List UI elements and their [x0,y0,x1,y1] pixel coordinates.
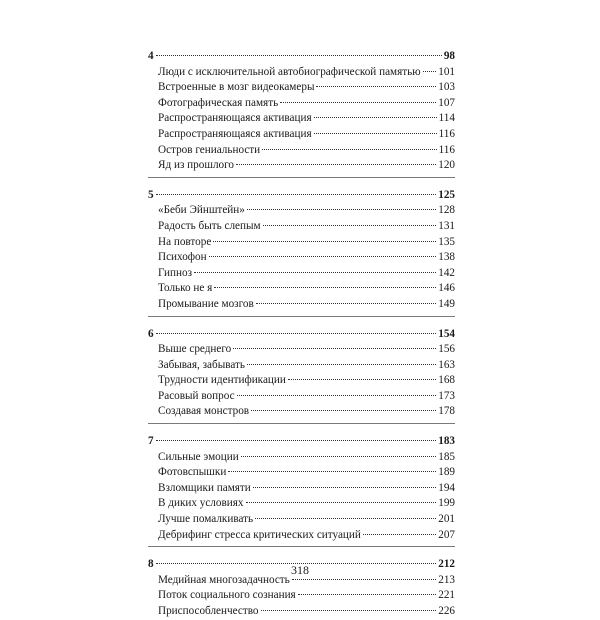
toc-entry [148,203,455,219]
dot-leader [236,164,436,165]
chapter-section [148,188,455,317]
toc-entry [148,219,455,235]
toc-entry-page: 163 [438,358,455,371]
chapter-heading [148,49,455,65]
chapter-number: 8 [148,558,154,571]
chapter-number: 7 [148,435,154,448]
toc-entry-title: Медийная многозадачность [158,573,290,586]
toc-entry-page: 201 [438,513,455,526]
toc-entry-title: Фотовспышки [158,466,227,479]
toc-entry [148,266,455,282]
toc-entry-title: Приспособленчество [158,605,259,617]
toc-entry-title: В диких условиях [158,497,244,510]
dot-leader [228,471,436,472]
toc-entry-title: Фотографическая память [158,96,279,109]
toc-entry-title: Люди с исключительной автобиографической памятью [158,65,421,78]
dot-leader [255,518,436,519]
toc-entry-title: Сильные эмоции [158,450,239,463]
dot-leader [314,133,437,134]
toc-entry-page: 131 [438,219,455,232]
toc-entry-title: Взломщики памяти [158,481,251,494]
dot-leader [261,610,437,611]
toc-entry [148,373,455,389]
chapter-number: 5 [148,188,154,201]
toc-entry-page: 135 [438,235,455,248]
chapter-heading [148,434,455,450]
toc-entry [148,235,455,251]
dot-leader [280,102,436,103]
toc-entry-title: Психофон [158,251,207,264]
dot-leader [314,117,437,118]
toc-entry-title: Радость быть слепым [158,219,261,232]
dot-leader [237,395,437,396]
table-of-contents [148,49,455,620]
chapter-page: 212 [438,558,455,571]
chapter-separator [148,316,455,317]
dot-leader [247,209,436,210]
toc-entry-page: 189 [438,466,455,479]
toc-entry-page: 107 [438,96,455,109]
chapter-page: 154 [438,327,455,340]
toc-entry [148,588,455,604]
chapter-page: 125 [438,188,455,201]
chapter-separator [148,546,455,547]
chapter-heading [148,327,455,343]
toc-entry-title: Гипноз [158,266,193,279]
toc-entry-title: Только не я [158,282,213,295]
chapter-section [148,327,455,425]
toc-entry [148,512,455,528]
toc-entry [148,65,455,81]
dot-leader [194,272,436,273]
chapter-page: 183 [438,435,455,448]
toc-entry-page: 128 [438,204,455,217]
toc-entry [148,80,455,96]
dot-leader [298,594,437,595]
toc-entry-page: 156 [438,343,455,356]
toc-entry-page: 226 [438,605,455,617]
dot-leader [213,241,436,242]
toc-entry-page: 116 [438,127,455,140]
toc-entry [148,96,455,112]
toc-entry-title: Дебрифинг стресса критических ситуаций [158,528,361,541]
toc-entry-title: Расовый вопрос [158,389,235,402]
chapter-separator [148,423,455,424]
chapter-separator [148,177,455,178]
dot-leader [156,440,437,441]
dot-leader [253,487,436,488]
chapter-number: 6 [148,327,154,340]
dot-leader [214,287,436,288]
toc-entry [148,158,455,174]
dot-leader [247,364,436,365]
toc-entry-page: 114 [438,112,455,125]
toc-entry-title: Лучше помалкивать [158,513,254,526]
toc-entry-page: 173 [438,389,455,402]
toc-entry-title: Промывание мозгов [158,297,254,310]
dot-leader [156,333,437,334]
toc-entry [148,143,455,159]
dot-leader [251,410,436,411]
toc-entry [148,389,455,405]
page-number: 318 [291,563,309,577]
toc-entry-title: Распространяющаяся активация [158,112,312,125]
dot-leader [263,225,437,226]
chapter-heading [148,188,455,204]
toc-entry [148,404,455,420]
dot-leader [292,579,436,580]
dot-leader [241,456,436,457]
toc-entry-page: 116 [438,143,455,156]
toc-entry-title: Забывая, забывать [158,358,246,371]
toc-entry-page: 138 [438,251,455,264]
toc-entry-page: 146 [438,282,455,295]
toc-entry-title: «Беби Эйнштейн» [158,204,245,217]
toc-entry [148,528,455,544]
toc-entry-page: 168 [438,374,455,387]
toc-entry-title: На повторе [158,235,212,248]
dot-leader [233,348,436,349]
toc-entry-title: Выше среднего [158,343,232,356]
toc-entry-page: 207 [438,528,455,541]
toc-entry-page: 178 [438,405,455,418]
dot-leader [156,194,437,195]
toc-entry-title: Распространяющаяся активация [158,127,312,140]
toc-entry-page: 213 [438,573,455,586]
toc-entry-page: 120 [438,159,455,172]
toc-entry-page: 185 [438,450,455,463]
toc-entry [148,450,455,466]
chapter-section [148,434,455,547]
toc-entry-title: Остров гениальности [158,143,261,156]
chapter-page: 98 [443,50,455,62]
toc-entry-page: 149 [438,297,455,310]
toc-entry [148,358,455,374]
toc-entry-title: Трудности идентификации [158,374,286,387]
toc-entry-page: 142 [438,266,455,279]
dot-leader [363,534,436,535]
toc-entry [148,281,455,297]
toc-entry [148,342,455,358]
dot-leader [423,71,437,72]
toc-entry-page: 194 [438,481,455,494]
toc-entry [148,481,455,497]
chapter-section [148,49,455,178]
dot-leader [156,55,442,56]
toc-entry-title: Поток социального сознания [158,589,296,602]
toc-entry [148,127,455,143]
chapter-number: 4 [148,50,154,62]
toc-entry [148,496,455,512]
toc-entry [148,297,455,313]
toc-entry [148,111,455,127]
toc-entry [148,604,455,620]
dot-leader [262,149,436,150]
dot-leader [256,303,436,304]
toc-entry [148,250,455,266]
toc-entry-page: 101 [438,65,455,78]
dot-leader [288,379,436,380]
toc-entry-page: 199 [438,497,455,510]
toc-entry [148,465,455,481]
toc-entry-title: Встроенные в мозг видеокамеры [158,81,315,94]
toc-entry-title: Создавая монстров [158,405,250,418]
toc-entry-page: 103 [438,81,455,94]
dot-leader [209,256,437,257]
dot-leader [246,502,437,503]
toc-entry-page: 221 [438,589,455,602]
dot-leader [316,86,436,87]
toc-entry-title: Яд из прошлого [158,159,235,172]
